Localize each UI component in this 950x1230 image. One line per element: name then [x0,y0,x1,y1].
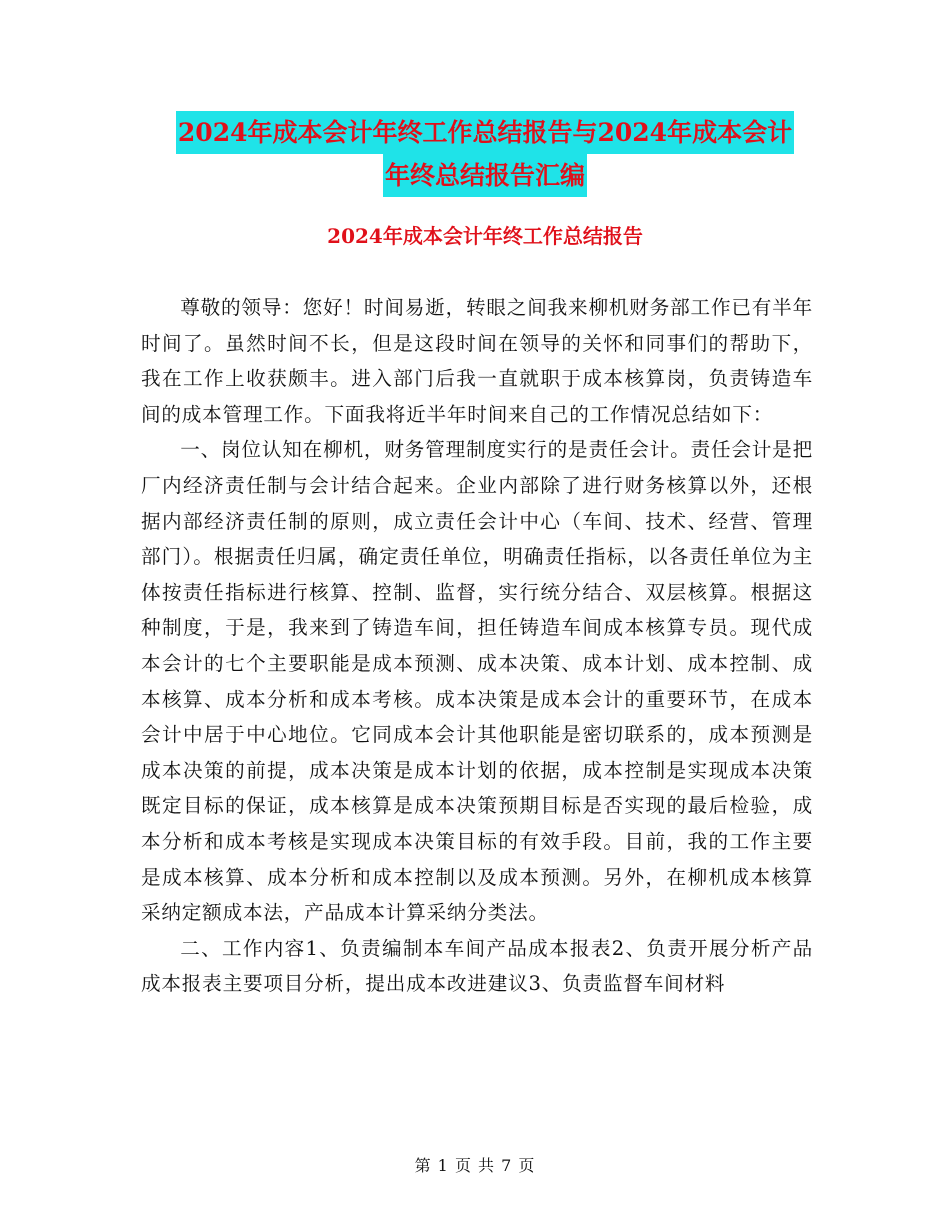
paragraph-job-role: 一、岗位认知在柳机，财务管理制度实行的是责任会计。责任会计是把厂内经济责任制与会计结合起来。企业内部除了进行财务核算以外，还根据内部经济责任制的原则，成立责任会计中心（车间、技术、经营、管理部门）。根据责任归属，确定责任单位，明确责任指标，以各责任单位为主体按责任指标进行核算、控制、监督，实行统分结合、双层核算。根据这种制度，于是，我来到了铸造车间，担任铸造车间成本核算专员。现代成本会计的七个主要职能是成本预测、成本决策、成本计划、成本控制、成本核算、成本分析和成本考核。成本决策是成本会计的重要环节，在成本会计中居于中心地位。它同成本会计其他职能是密切联系的，成本预测是成本决策的前提，成本决策是成本计划的依据，成本控制是实现成本决策既定目标的保证，成本核算是成本决策预期目标是否实现的最后检验，成本分析和成本考核是实现成本决策目标的有效手段。目前，我的工作主要是成本核算、成本分析和成本控制以及成本预测。另外，在柳机成本核算采纳定额成本法，产品成本计算采纳分类法。 [141,438,813,925]
page-footer: 第 1 页 共 7 页 [414,1156,536,1175]
document-body [141,290,813,1002]
document-title [140,111,830,197]
paragraph-greeting: 尊敬的领导：您好！时间易逝，转眼之间我来柳机财务部工作已有半年时间了。虽然时间不长，但是这段时间在领导的关怀和同事们的帮助下，我在工作上收获颇丰。进入部门后我一直就职于成本核算岗，负责铸造车间的成本管理工作。下面我将近半年时间来自己的工作情况总结如下： [141,296,813,426]
document-title-line-2: 年终总结报告汇编 [383,154,587,197]
paragraph-work-content: 二、工作内容1、负责编制本车间产品成本报表2、负责开展分析产品成本报表主要项目分析，提出成本改进建议3、负责监督车间材料 [141,936,813,996]
document-title-line-1: 2024年成本会计年终工作总结报告与2024年成本会计 [176,111,794,154]
section-title: 2024年成本会计年终工作总结报告 [327,224,643,248]
